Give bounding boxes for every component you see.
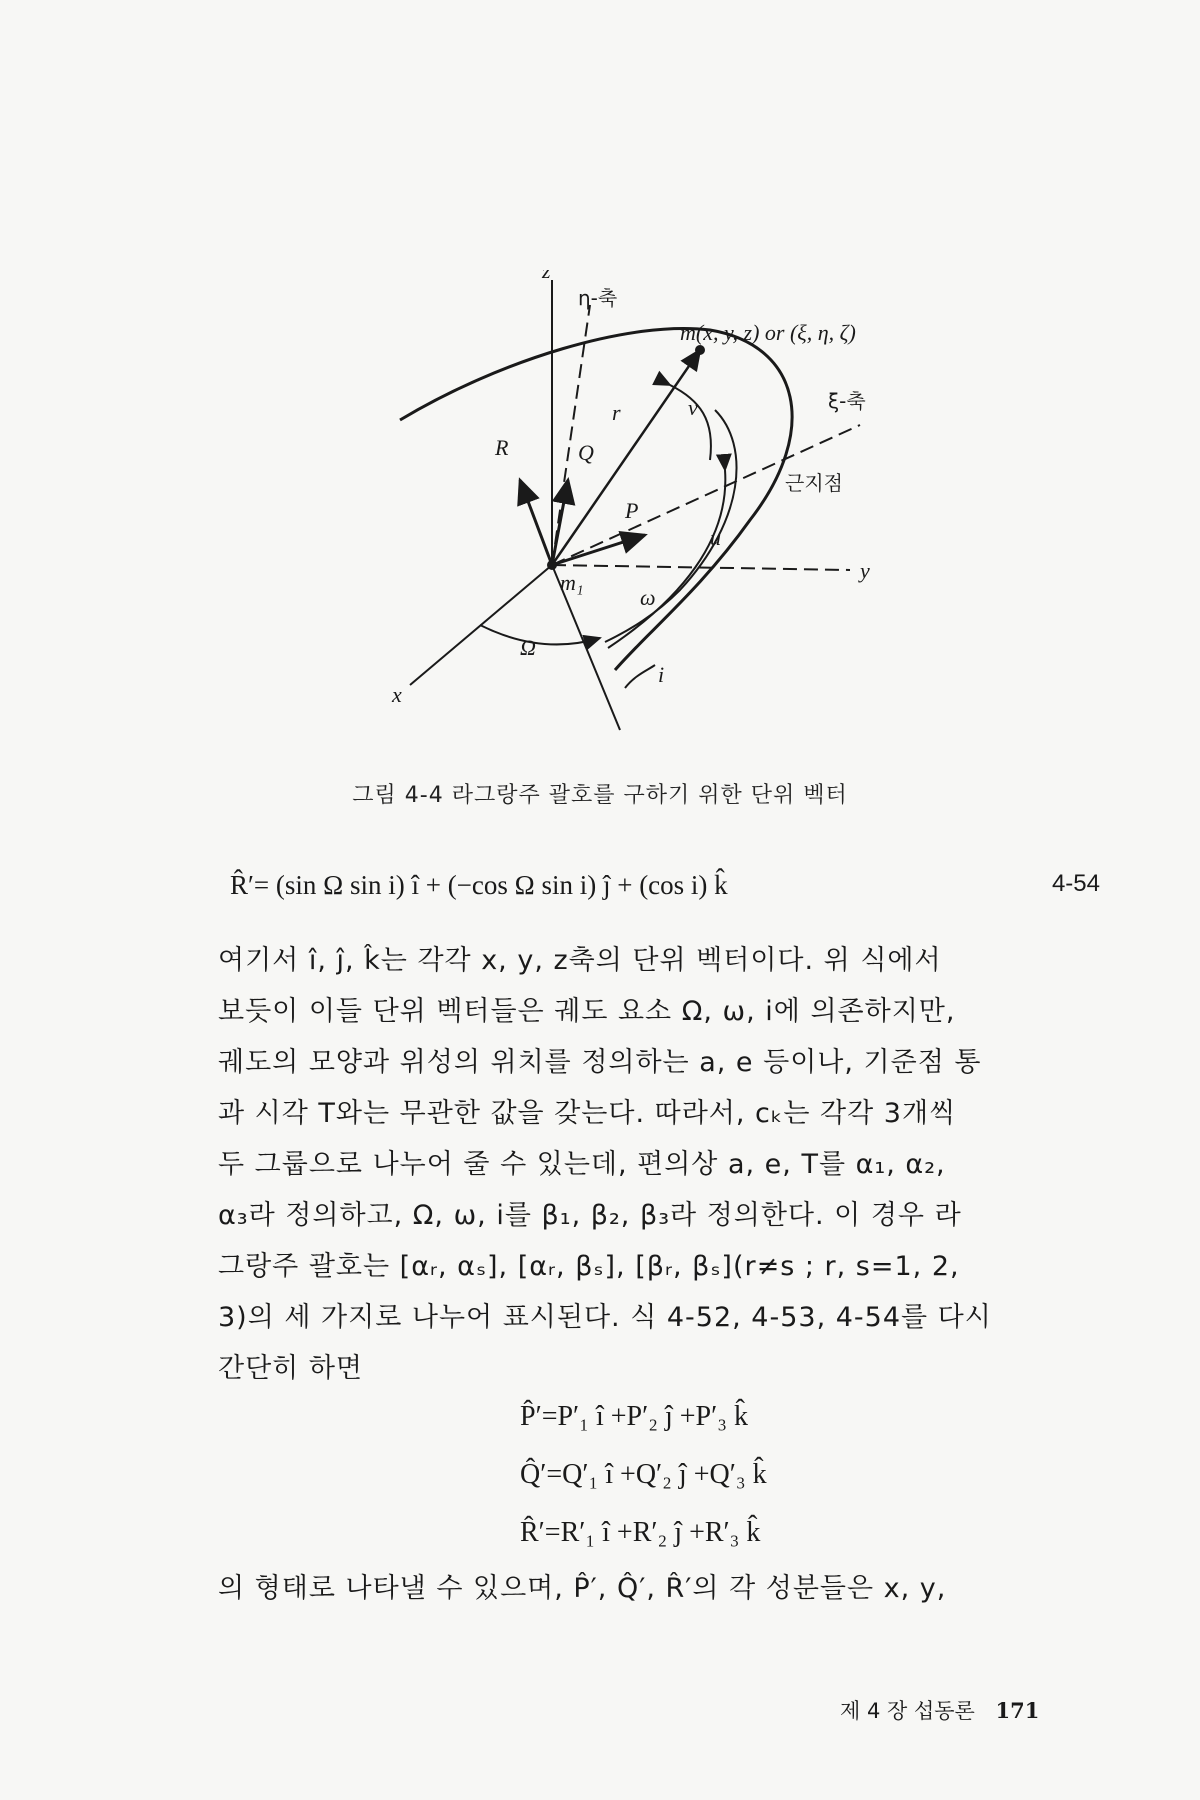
big-omega-arc bbox=[480, 625, 600, 644]
perigee-label: 근지점 bbox=[785, 471, 843, 495]
body-line: 그랑주 괄호는 [αᵣ, αₛ], [αᵣ, βₛ], [βᵣ, βₛ](r≠s ; r, s=1, 2, bbox=[218, 1251, 960, 1282]
body-paragraph bbox=[218, 935, 1108, 1394]
body-line: 여기서 î, ĵ, k̂는 각각 x, y, z축의 단위 벡터이다. 위 식에서 bbox=[218, 945, 942, 976]
r-vector bbox=[520, 480, 552, 565]
p-vector bbox=[552, 535, 645, 565]
xi-axis bbox=[552, 425, 860, 565]
q-vector-label: Q bbox=[578, 440, 594, 465]
closing-line: 의 형태로 나타낼 수 있으며, P̂′, Q̂′, R̂′의 각 성분들은 x, y, bbox=[218, 1573, 947, 1604]
omega-label: ω bbox=[640, 585, 656, 610]
radius-vector bbox=[552, 350, 700, 565]
x-label: x bbox=[392, 682, 402, 707]
m1-label: m₁ bbox=[560, 570, 584, 595]
equation-p: P̂′=P′₁ î +P′₂ ĵ +P′₃ k̂ bbox=[520, 1401, 749, 1432]
page-number: 171 bbox=[995, 1698, 1040, 1723]
radius-label: r bbox=[612, 400, 621, 425]
inclination-arc bbox=[625, 665, 655, 688]
p-vector-label: P bbox=[625, 498, 639, 523]
nu-label: ν bbox=[688, 395, 698, 420]
body-line: 보듯이 이들 단위 벡터들은 궤도 요소 Ω, ω, i에 의존하지만, bbox=[218, 996, 956, 1027]
body-line: 3)의 세 가지로 나누어 표시된다. 식 4-52, 4-53, 4-54를 다시 bbox=[218, 1302, 992, 1333]
focus-point bbox=[547, 560, 557, 570]
equation-4-54-text: R̂′= (sin Ω sin i) î + (−cos Ω sin i) ĵ + (cos i) k̂ bbox=[230, 870, 728, 900]
orbit-diagram-svg bbox=[380, 270, 940, 740]
page-footer bbox=[840, 1695, 1100, 1725]
inclination-label: i bbox=[658, 662, 665, 687]
body-line: 두 그룹으로 나누어 줄 수 있는데, 편의상 a, e, T를 α₁, α₂, bbox=[218, 1149, 946, 1180]
big-omega-label: Ω bbox=[520, 635, 536, 660]
u-label: u bbox=[710, 525, 721, 550]
xi-axis-label: ξ-축 bbox=[828, 389, 866, 413]
eta-axis-label: η-축 bbox=[578, 286, 618, 310]
equation-r: R̂′=R′₁ î +R′₂ ĵ +R′₃ k̂ bbox=[520, 1517, 761, 1548]
orbit-diagram bbox=[380, 270, 940, 740]
body-line: 과 시각 T와는 무관한 값을 갖는다. 따라서, cₖ는 각각 3개씩 bbox=[218, 1098, 957, 1129]
equation-number: 4-54 bbox=[1051, 870, 1100, 897]
body-line: 궤도의 모양과 위성의 위치를 정의하는 a, e 등이나, 기준점 통 bbox=[218, 1047, 982, 1078]
equation-4-54 bbox=[230, 870, 1100, 901]
r-vector-label: R bbox=[495, 435, 509, 460]
equation-q: Q̂′=Q′₁ î +Q′₂ ĵ +Q′₃ k̂ bbox=[520, 1459, 767, 1490]
mass-point bbox=[695, 345, 705, 355]
omega-arc bbox=[608, 470, 725, 648]
chapter-title: 제 4 장 섭동론 bbox=[840, 1699, 975, 1723]
y-label: y bbox=[860, 558, 870, 583]
body-line: α₃라 정의하고, Ω, ω, i를 β₁, β₂, β₃라 정의한다. 이 경우 라 bbox=[218, 1200, 962, 1231]
z-label: z bbox=[542, 270, 551, 283]
body-line: 간단히 하면 bbox=[218, 1353, 363, 1384]
figure-caption: 그림 4-4 라그랑주 괄호를 구하기 위한 단위 벡터 bbox=[352, 783, 848, 808]
equation-block bbox=[520, 1388, 920, 1562]
mass-point-label: m(x, y, z) or (ξ, η, ζ) bbox=[680, 320, 856, 345]
